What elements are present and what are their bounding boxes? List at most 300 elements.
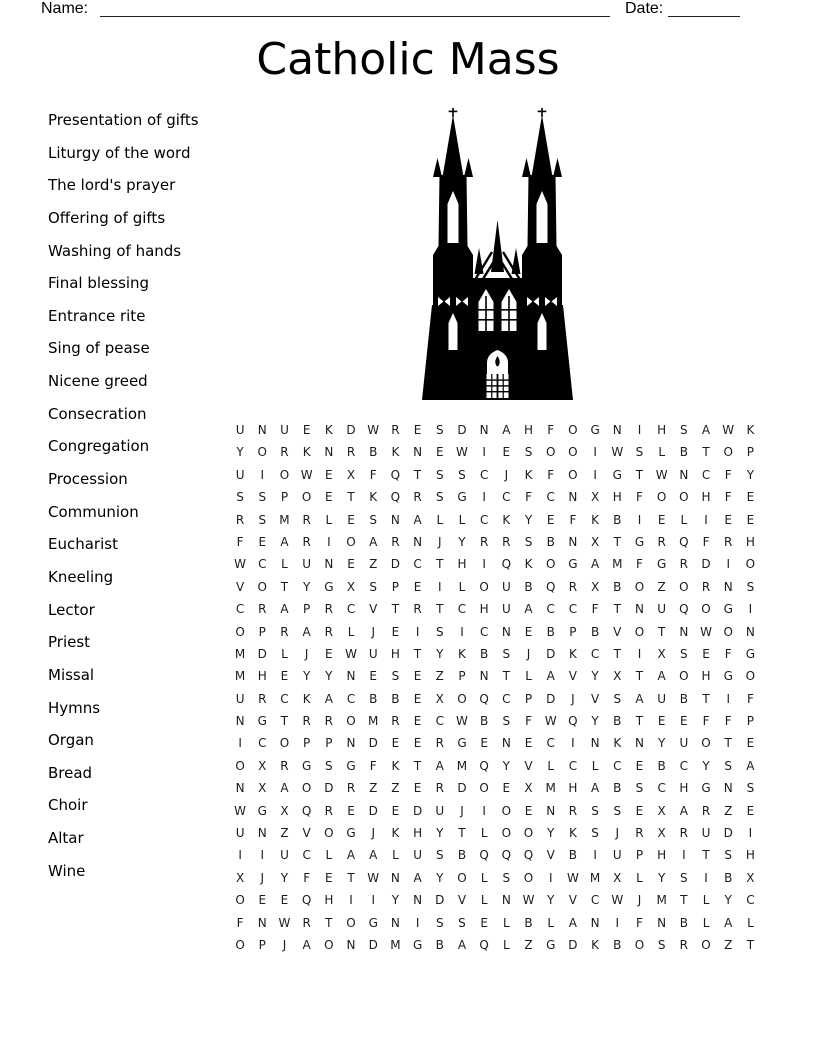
grid-letter: I [593, 467, 597, 482]
grid-letter: G [324, 579, 334, 594]
grid-letter: U [235, 467, 245, 482]
grid-letter: N [546, 803, 556, 818]
grid-letter: A [280, 602, 289, 617]
grid-letter: A [369, 848, 378, 863]
grid-letter: R [302, 915, 311, 930]
grid-letter: A [369, 534, 378, 549]
word-list-item: Missal [48, 665, 95, 684]
grid-letter: I [260, 848, 265, 863]
grid-letter: S [524, 534, 533, 549]
grid-letter: T [325, 915, 333, 930]
grid-letter: O [279, 467, 290, 482]
grid-letter: D [412, 803, 423, 818]
grid-letter: S [435, 490, 444, 505]
grid-letter: Z [435, 669, 444, 684]
grid-letter: N [723, 781, 733, 796]
grid-letter: X [613, 870, 622, 885]
word-list-item: Liturgy of the word [48, 143, 191, 162]
grid-letter: O [501, 803, 512, 818]
grid-letter: E [680, 714, 688, 729]
grid-letter: E [325, 467, 333, 482]
grid-letter: C [280, 691, 289, 706]
grid-letter: Q [479, 691, 489, 706]
grid-letter: J [282, 937, 287, 952]
grid-letter: X [657, 826, 666, 841]
grid-letter: Y [391, 893, 400, 908]
grid-letter: S [369, 512, 378, 527]
grid-letter: B [435, 937, 444, 952]
grid-letter: C [546, 490, 555, 505]
grid-letter: E [502, 781, 511, 796]
word-list-item: Kneeling [48, 567, 114, 586]
grid-letter: E [347, 803, 355, 818]
grid-letter: G [701, 781, 711, 796]
grid-letter: I [460, 624, 464, 639]
grid-letter: K [458, 646, 466, 661]
date-fill-in-line [668, 16, 740, 17]
grid-letter: S [458, 915, 466, 930]
grid-letter: L [503, 937, 510, 952]
grid-letter: K [391, 445, 400, 460]
grid-letter: G [346, 758, 356, 773]
grid-letter: W [722, 423, 735, 437]
grid-letter: I [637, 423, 642, 437]
grid-letter: Y [591, 714, 599, 729]
grid-letter: C [701, 467, 711, 482]
grid-letter: O [257, 579, 267, 594]
grid-letter: S [635, 781, 644, 796]
grid-letter: A [724, 915, 733, 930]
grid-letter: R [302, 534, 311, 549]
grid-letter: F [236, 534, 244, 549]
grid-letter: U [657, 691, 667, 706]
grid-letter: V [302, 826, 311, 841]
grid-letter: C [546, 602, 555, 617]
grid-letter: E [325, 646, 333, 661]
grid-letter: M [656, 893, 667, 908]
grid-letter: W [456, 445, 468, 460]
grid-letter: P [303, 736, 311, 751]
grid-letter: N [324, 557, 334, 572]
grid-letter: E [391, 736, 400, 751]
grid-letter: C [502, 490, 511, 505]
grid-letter: O [346, 915, 356, 930]
grid-letter: L [547, 758, 555, 773]
grid-letter: U [235, 826, 245, 841]
grid-letter: U [280, 848, 289, 863]
grid-letter: N [679, 467, 689, 482]
grid-letter: S [369, 579, 378, 594]
word-list [48, 104, 238, 887]
grid-letter: D [723, 826, 733, 841]
grid-letter: N [324, 445, 334, 460]
grid-letter: M [368, 714, 379, 729]
grid-letter: I [349, 893, 353, 908]
grid-letter: C [346, 602, 356, 617]
grid-letter: F [525, 490, 532, 505]
grid-letter: I [438, 579, 442, 594]
grid-letter: N [568, 490, 578, 505]
grid-letter: K [391, 826, 400, 841]
grid-letter: N [479, 423, 489, 437]
grid-letter: L [702, 915, 710, 930]
grid-letter: R [679, 826, 689, 841]
grid-letter: B [480, 714, 489, 729]
grid-letter: B [590, 624, 600, 639]
grid-letter: E [258, 893, 267, 908]
grid-letter: L [480, 826, 488, 841]
grid-letter: Z [657, 579, 666, 594]
grid-letter: N [612, 423, 622, 437]
grid-letter: I [704, 512, 708, 527]
grid-letter: U [701, 826, 711, 841]
word-list-item: Wine [48, 861, 86, 880]
grid-letter: N [390, 870, 400, 885]
grid-letter: U [657, 602, 667, 617]
grid-letter: B [613, 512, 622, 527]
grid-letter: S [435, 624, 444, 639]
grid-letter: B [657, 758, 666, 773]
grid-letter: F [547, 467, 555, 482]
grid-letter: S [502, 646, 511, 661]
grid-letter: F [525, 714, 532, 729]
grid-letter: S [680, 423, 688, 437]
grid-letter: S [680, 870, 688, 885]
grid-letter: J [526, 646, 531, 661]
grid-letter: C [346, 691, 356, 706]
grid-letter: N [390, 512, 400, 527]
grid-letter: G [257, 714, 267, 729]
grid-letter: H [745, 534, 755, 549]
grid-letter: G [346, 826, 356, 841]
grid-letter: C [679, 758, 689, 773]
grid-letter: D [546, 691, 556, 706]
grid-letter: E [480, 736, 488, 751]
grid-letter: F [303, 870, 311, 885]
grid-letter: U [235, 423, 245, 437]
grid-letter: I [548, 870, 553, 885]
grid-letter: I [482, 445, 486, 460]
grid-letter: E [280, 893, 289, 908]
grid-letter: J [371, 624, 375, 639]
grid-letter: W [544, 714, 557, 729]
grid-letter: L [747, 915, 754, 930]
grid-letter: B [679, 691, 688, 706]
grid-letter: B [679, 445, 688, 460]
grid-letter: A [701, 423, 711, 437]
grid-letter: B [369, 445, 378, 460]
grid-letter: O [257, 445, 267, 460]
grid-letter: Z [524, 937, 533, 952]
grid-letter: A [746, 758, 755, 773]
grid-letter: Z [724, 937, 733, 952]
word-list-item: Eucharist [48, 535, 118, 554]
grid-letter: A [590, 781, 600, 796]
name-label: Name: [41, 0, 89, 17]
grid-letter: J [615, 826, 620, 841]
grid-letter: G [368, 915, 378, 930]
grid-letter: E [657, 714, 666, 729]
grid-letter: Y [502, 758, 511, 773]
grid-letter: H [324, 893, 334, 908]
grid-letter: I [482, 557, 486, 572]
grid-letter: C [590, 893, 600, 908]
grid-letter: D [346, 423, 356, 437]
grid-letter: H [524, 423, 534, 437]
grid-letter: I [748, 826, 753, 841]
grid-letter: A [280, 781, 289, 796]
grid-letter: F [724, 490, 732, 505]
grid-letter: T [502, 669, 511, 684]
grid-letter: O [324, 826, 334, 841]
grid-letter: O [568, 423, 578, 437]
grid-letter: C [502, 691, 511, 706]
grid-letter: N [235, 781, 245, 796]
grid-letter: A [502, 423, 511, 437]
grid-letter: N [346, 937, 356, 952]
grid-letter: T [391, 602, 400, 617]
grid-letter: W [367, 870, 380, 885]
grid-letter: C [413, 557, 422, 572]
grid-letter: C [235, 602, 245, 617]
grid-letter: C [479, 624, 489, 639]
grid-letter: I [637, 512, 642, 527]
grid-letter: P [635, 848, 644, 863]
word-list-item: Nicene greed [48, 372, 148, 391]
grid-letter: M [612, 557, 623, 572]
grid-letter: I [415, 624, 420, 639]
grid-letter: G [457, 736, 467, 751]
grid-letter: H [745, 848, 755, 863]
grid-letter: L [480, 870, 488, 885]
grid-letter: J [637, 893, 642, 908]
grid-letter: T [613, 602, 621, 617]
grid-letter: D [435, 893, 445, 908]
grid-letter: D [257, 646, 267, 661]
grid-letter: D [457, 423, 467, 437]
grid-letter: R [701, 803, 711, 818]
grid-letter: T [613, 646, 621, 661]
grid-letter: E [258, 534, 267, 549]
grid-letter: I [482, 490, 486, 505]
grid-letter: M [234, 646, 246, 661]
grid-letter: O [479, 579, 489, 594]
word-list-item: Entrance rite [48, 306, 146, 325]
word-list-item: Communion [48, 502, 139, 521]
grid-letter: F [547, 423, 555, 437]
grid-letter: A [657, 669, 666, 684]
grid-letter: B [613, 937, 622, 952]
grid-letter: M [545, 781, 556, 796]
grid-letter: A [590, 557, 600, 572]
grid-letter: I [571, 736, 575, 751]
grid-letter: S [746, 579, 755, 594]
grid-letter: V [613, 624, 622, 639]
grid-letter: W [522, 893, 535, 908]
grid-letter: O [346, 714, 356, 729]
grid-letter: F [636, 557, 643, 572]
grid-letter: G [546, 937, 556, 952]
grid-letter: P [569, 624, 577, 639]
grid-letter: G [568, 557, 578, 572]
grid-letter: Y [547, 893, 555, 908]
grid-letter: I [415, 915, 420, 930]
grid-letter: A [546, 669, 555, 684]
grid-letter: H [568, 781, 578, 796]
grid-letter: Z [369, 557, 378, 572]
grid-letter: S [524, 445, 533, 460]
grid-letter: E [413, 714, 422, 729]
grid-letter: U [435, 803, 445, 818]
grid-letter: U [612, 848, 622, 863]
grid-letter: S [591, 803, 599, 818]
grid-letter: O [523, 870, 534, 885]
grid-letter: P [258, 937, 266, 952]
word-list-item: Washing of hands [48, 241, 182, 260]
grid-letter: S [236, 490, 244, 505]
grid-letter: X [524, 781, 533, 796]
grid-letter: E [635, 803, 644, 818]
word-list-item: Offering of gifts [48, 208, 166, 227]
grid-letter: O [301, 490, 312, 505]
grid-letter: X [657, 803, 666, 818]
grid-letter: N [257, 423, 267, 437]
grid-letter: R [502, 534, 511, 549]
grid-letter: T [413, 646, 422, 661]
grid-letter: A [413, 870, 422, 885]
grid-letter: E [302, 423, 311, 437]
grid-letter: M [234, 669, 246, 684]
grid-letter: H [657, 423, 667, 437]
grid-letter: H [701, 669, 711, 684]
grid-letter: K [524, 557, 533, 572]
grid-letter: E [724, 512, 733, 527]
grid-letter: E [325, 870, 333, 885]
grid-letter: K [302, 445, 311, 460]
grid-letter: G [257, 803, 267, 818]
grid-letter: O [457, 870, 467, 885]
grid-letter: B [613, 579, 622, 594]
grid-letter: T [680, 893, 688, 908]
grid-letter: E [280, 669, 289, 684]
grid-letter: R [302, 714, 311, 729]
date-label: Date: [625, 0, 664, 17]
grid-letter: R [435, 736, 444, 751]
grid-letter: I [371, 893, 375, 908]
grid-letter: P [280, 490, 289, 505]
grid-letter: B [524, 579, 533, 594]
grid-letter: M [456, 758, 468, 773]
grid-letter: O [568, 467, 578, 482]
grid-letter: E [413, 669, 422, 684]
grid-letter: N [657, 915, 667, 930]
grid-letter: V [568, 893, 578, 908]
grid-letter: E [746, 736, 755, 751]
grid-letter: J [460, 803, 464, 818]
grid-letter: T [702, 848, 710, 863]
grid-letter: H [701, 490, 711, 505]
grid-letter: N [590, 736, 600, 751]
grid-letter: X [657, 646, 666, 661]
grid-letter: S [635, 445, 644, 460]
grid-letter: R [724, 534, 733, 549]
grid-letter: U [413, 848, 422, 863]
grid-letter: J [304, 646, 309, 661]
grid-letter: R [413, 602, 422, 617]
grid-letter: C [258, 736, 267, 751]
grid-letter: I [637, 646, 642, 661]
grid-letter: E [502, 445, 511, 460]
grid-letter: L [281, 557, 288, 572]
grid-letter: X [590, 490, 600, 505]
grid-letter: L [658, 445, 665, 460]
grid-letter: F [369, 758, 377, 773]
grid-letter: C [546, 736, 555, 751]
word-list-item: Hymns [48, 698, 101, 717]
grid-letter: O [235, 624, 245, 639]
grid-letter: Y [280, 870, 289, 885]
grid-letter: L [436, 512, 444, 527]
grid-letter: Y [657, 870, 666, 885]
word-list-item: Bread [48, 763, 93, 782]
grid-letter: L [480, 893, 488, 908]
grid-letter: L [636, 870, 643, 885]
grid-letter: C [657, 781, 666, 796]
grid-letter: B [568, 848, 578, 863]
grid-letter: W [278, 915, 291, 930]
grid-letter: R [324, 624, 334, 639]
grid-letter: G [457, 490, 467, 505]
grid-letter: N [413, 893, 423, 908]
grid-letter: E [635, 758, 644, 773]
grid-letter: O [701, 602, 711, 617]
grid-letter: I [260, 467, 265, 482]
grid-letter: R [324, 803, 334, 818]
grid-letter: D [457, 781, 467, 796]
grid-letter: T [635, 467, 644, 482]
grid-letter: G [723, 669, 733, 684]
grid-letter: K [613, 736, 622, 751]
grid-letter: S [435, 423, 444, 437]
word-list-item: Consecration [48, 404, 147, 423]
grid-letter: R [391, 714, 400, 729]
grid-letter: Y [746, 467, 755, 482]
grid-letter: N [479, 669, 489, 684]
grid-letter: R [258, 691, 267, 706]
grid-letter: L [325, 848, 333, 863]
grid-letter: I [593, 848, 597, 863]
grid-letter: H [657, 848, 667, 863]
grid-letter: W [345, 646, 357, 661]
grid-letter: T [413, 467, 422, 482]
grid-letter: W [300, 467, 313, 482]
grid-letter: D [368, 736, 378, 751]
grid-letter: I [704, 870, 708, 885]
grid-letter: E [546, 512, 555, 527]
grid-letter: Q [479, 937, 489, 952]
grid-letter: W [367, 423, 380, 437]
grid-letter: E [480, 915, 488, 930]
grid-letter: L [702, 893, 710, 908]
grid-letter: R [280, 758, 289, 773]
grid-letter: E [347, 512, 355, 527]
grid-letter: R [679, 937, 689, 952]
grid-letter: B [724, 870, 733, 885]
grid-letter: T [657, 624, 666, 639]
grid-letter: E [746, 512, 755, 527]
grid-letter: P [391, 579, 400, 594]
grid-letter: V [568, 669, 578, 684]
